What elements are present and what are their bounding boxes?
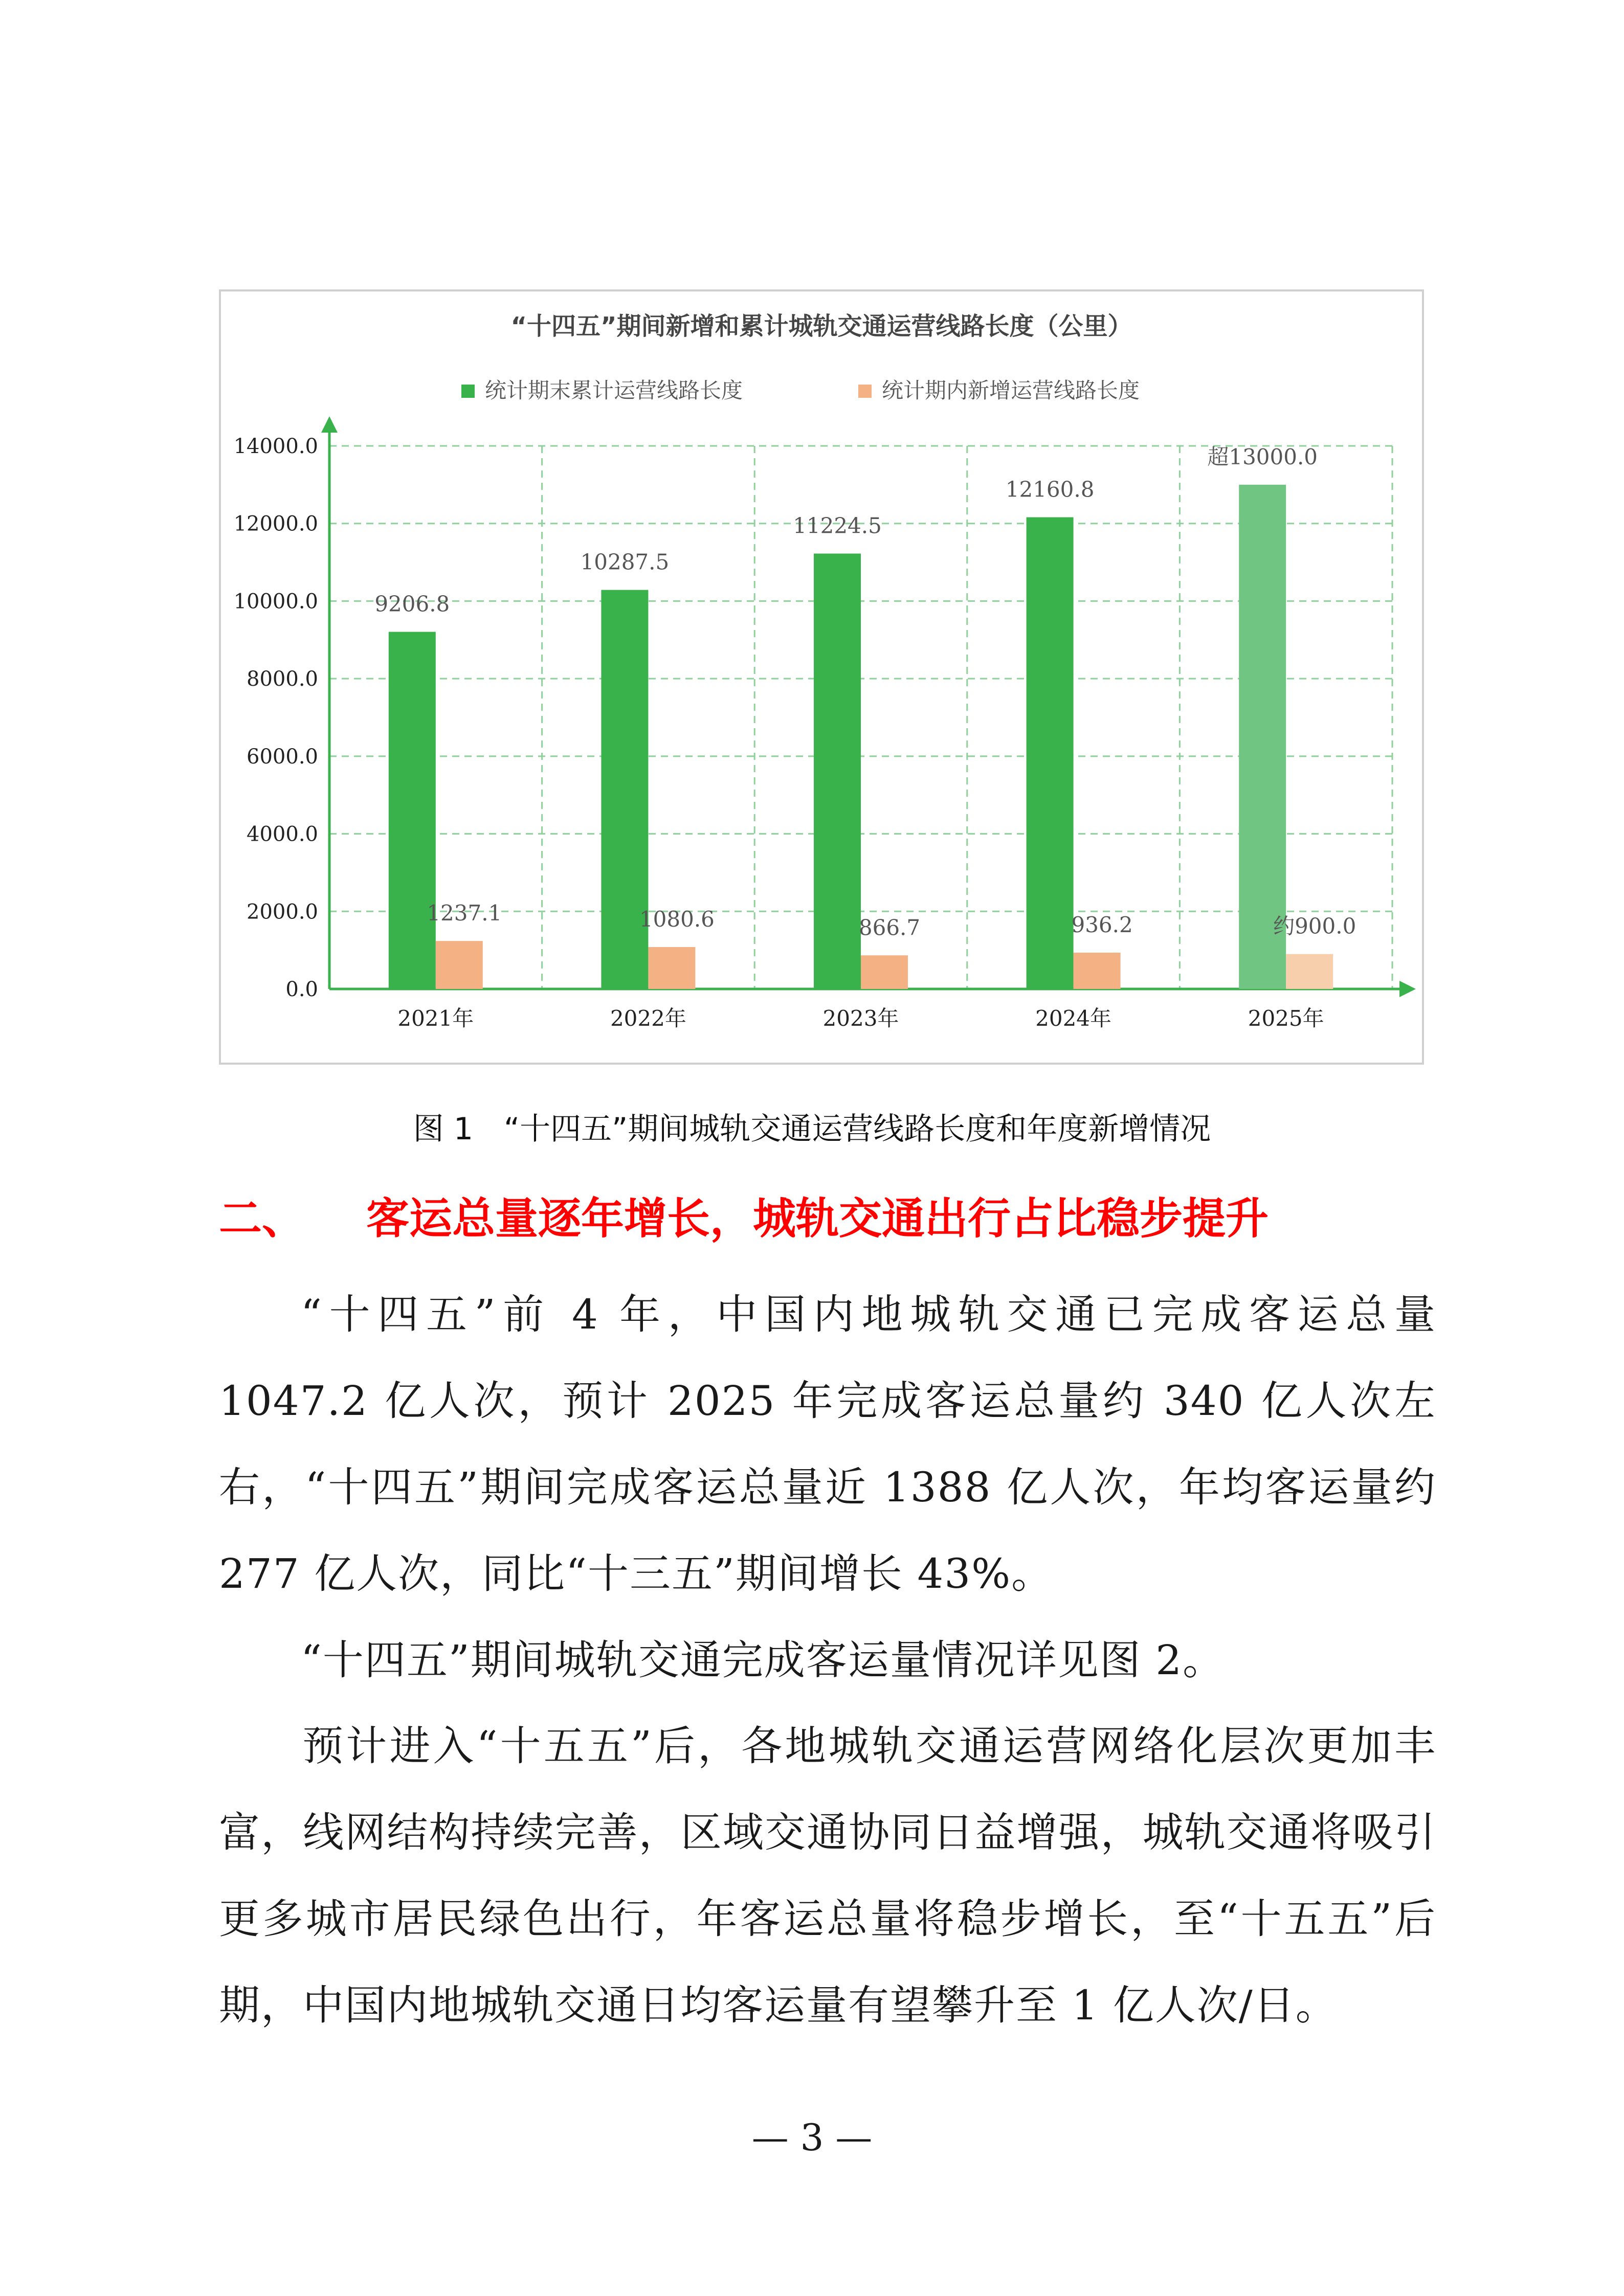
chart-title: “十四五”期间新增和累计城轨交通运营线路长度（公里）	[510, 312, 1132, 341]
legend-swatch-1	[461, 385, 475, 398]
paragraph-text: “十四五”前 4 年，中国内地城轨交通已完成客运总量 1047.2 亿人次，预计 2025 年完成客运总量约 340 亿人次左右，“十四五”期间完成客运总量近 1388 亿人次，年均客运量约 277 亿人次，同比“十三五”期间增长 43%。	[219, 1291, 1436, 1597]
y-tick-label: 0.0	[285, 978, 318, 1001]
data-label-cumulative-3: 11224.5	[793, 513, 882, 538]
y-tick-label: 14000.0	[233, 435, 318, 458]
data-label-cumulative-5: 超13000.0	[1207, 444, 1318, 469]
paragraph-figure-reference	[219, 1617, 1436, 1703]
y-tick-label: 4000.0	[247, 822, 318, 846]
paragraph-passenger-volume	[219, 1271, 1436, 1617]
bar-new-1	[436, 941, 483, 989]
y-tick-label: 8000.0	[247, 667, 318, 691]
x-tick-label: 2023年	[822, 1006, 899, 1031]
paragraph-text: “十四五”期间城轨交通完成客运量情况详见图 2。	[301, 1636, 1225, 1684]
data-label-new-3: 866.7	[858, 915, 921, 940]
section-heading	[219, 1184, 1269, 1246]
y-axis-arrow	[321, 416, 338, 433]
bar-new-5	[1286, 954, 1333, 989]
paragraph-text: 预计进入“十五五”后，各地城轨交通运营网络化层次更加丰富，线网结构持续完善，区域交通协同日益增强，城轨交通将吸引更多城市居民绿色出行，年客运总量将稳步增长，至“十五五”后期，中国内地城轨交通日均客运量有望攀升至 1 亿人次/日。	[219, 1722, 1436, 2029]
x-tick-label: 2022年	[610, 1006, 686, 1031]
data-label-new-2: 1080.6	[639, 907, 715, 932]
x-tick-label: 2025年	[1248, 1006, 1324, 1031]
chart-frame	[219, 289, 1424, 1065]
x-tick-label: 2024年	[1035, 1006, 1112, 1031]
data-label-cumulative-1: 9206.8	[374, 591, 450, 617]
y-tick-label: 10000.0	[233, 590, 318, 614]
bar-new-3	[861, 955, 908, 989]
section-title: 客运总量逐年增长，城轨交通出行占比稳步提升	[366, 1194, 1269, 1244]
y-tick-label: 6000.0	[247, 745, 318, 769]
x-tick-label: 2021年	[397, 1006, 474, 1031]
bar-cumulative-4	[1027, 517, 1074, 989]
bar-new-4	[1074, 953, 1121, 989]
data-label-new-1: 1237.1	[427, 901, 502, 926]
data-label-cumulative-4: 12160.8	[1005, 477, 1095, 502]
y-tick-label: 12000.0	[233, 512, 318, 536]
bar-new-2	[648, 947, 695, 989]
section-number: 二、	[219, 1194, 305, 1244]
data-label-new-4: 936.2	[1071, 912, 1133, 937]
line-length-chart	[221, 291, 1422, 1063]
y-tick-label: 2000.0	[247, 900, 318, 924]
data-label-new-5: 约900.0	[1273, 913, 1356, 939]
figure-caption	[0, 1105, 1624, 1149]
legend-swatch-2	[858, 385, 872, 398]
figure-number: 图 1	[413, 1111, 474, 1147]
data-label-cumulative-2: 10287.5	[580, 549, 670, 575]
figure-caption-text: “十四五”期间城轨交通运营线路长度和年度新增情况	[504, 1111, 1211, 1147]
bar-cumulative-1	[389, 632, 436, 989]
page-number: — 3 —	[751, 2116, 873, 2159]
paragraph-outlook	[219, 1703, 1436, 2049]
bar-cumulative-3	[814, 554, 861, 989]
x-axis-arrow	[1399, 981, 1416, 997]
legend-label-2: 统计期内新增运营线路长度	[882, 378, 1140, 403]
legend-label-1: 统计期末累计运营线路长度	[485, 378, 743, 403]
